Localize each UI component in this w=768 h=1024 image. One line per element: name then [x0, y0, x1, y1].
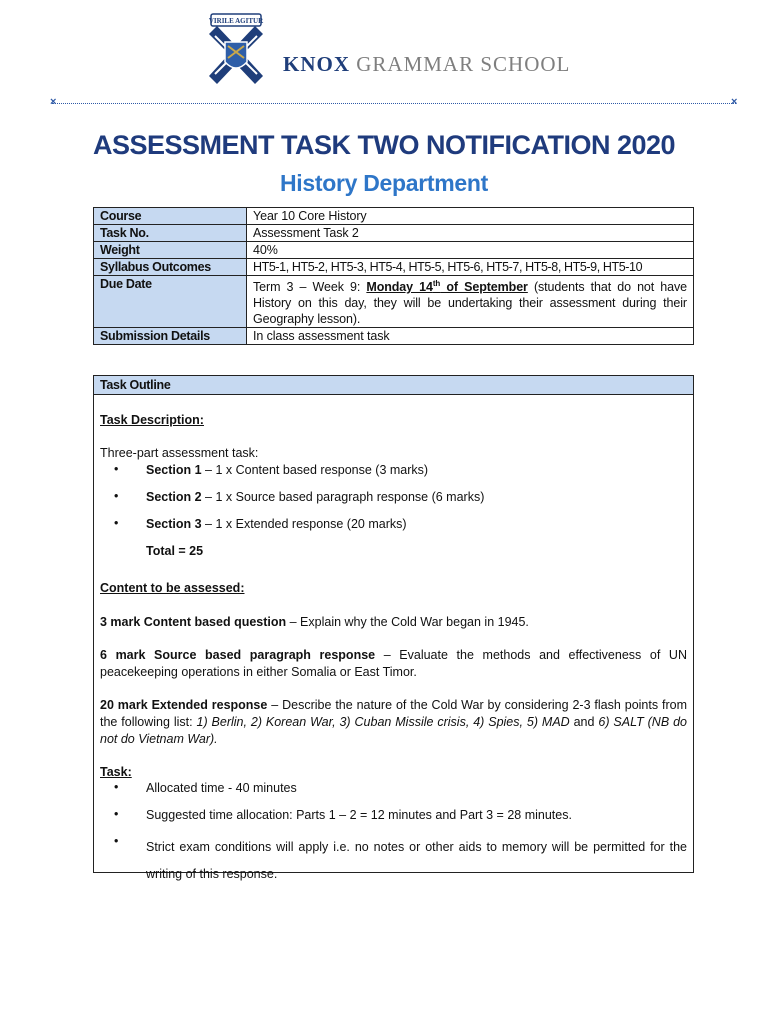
due-day-suffix: th	[432, 279, 441, 288]
section-1-label: Section 1	[146, 463, 202, 477]
question-20-label: 20 mark Extended response	[100, 698, 268, 712]
page-subtitle: History Department	[279, 170, 489, 196]
table-row	[94, 225, 694, 242]
question-20-last: 6) SALT (NB do not do Vietnam War).	[100, 715, 687, 746]
page-title: ASSESSMENT TASK TWO NOTIFICATION 2020	[92, 130, 676, 160]
weight-value: 40%	[247, 242, 694, 259]
task-heading: Task:	[100, 765, 132, 779]
section-2-text: – 1 x Source based paragraph response (6 marks)	[201, 490, 485, 504]
question-3-text: – Explain why the Cold War began in 1945.	[286, 615, 529, 629]
task-label: Task No.	[94, 225, 247, 242]
question-3-mark	[100, 614, 687, 631]
section-2-item	[146, 489, 687, 506]
bullet-icon: •	[114, 516, 119, 530]
table-row	[94, 328, 694, 345]
question-6-label: 6 mark Source based paragraph response	[100, 648, 376, 662]
submission-value: In class assessment task	[247, 328, 694, 345]
due-day-text: Monday 14	[366, 280, 433, 295]
school-name-rest: GRAMMAR SCHOOL	[356, 52, 571, 76]
outcomes-value: HT5-1, HT5-2, HT5-3, HT5-4, HT5-5, HT5-6, HT5-7, HT5-8, HT5-9, HT5-10	[247, 259, 694, 276]
question-20-list: 1) Berlin, 2) Korean War, 3) Cuban Missile crisis, 4) Spies, 5) MAD	[196, 715, 570, 729]
section-2-label: Section 2	[146, 490, 202, 504]
question-6-text: – Evaluate the methods and effectiveness of UN peacekeeping operations in either Somalia or East Timor.	[100, 648, 687, 679]
due-label: Due Date	[94, 276, 247, 328]
task-outline-box	[93, 375, 694, 881]
bullet-icon: •	[114, 780, 119, 794]
section-3-label: Section 3	[146, 517, 202, 531]
bullet-icon: •	[114, 834, 119, 848]
table-row	[94, 208, 694, 225]
motto-text: VIRILE AGITUR	[208, 17, 264, 25]
table-row	[94, 259, 694, 276]
school-header	[195, 10, 585, 94]
question-3-label: 3 mark Content based question	[100, 615, 287, 629]
due-prefix: Term 3 – Week 9:	[253, 280, 367, 295]
school-name	[283, 52, 570, 77]
task-outline-heading: Task Outline	[94, 376, 693, 395]
due-note: (students that do not have History on this day, they will be undertaking their assessment during their Geography lesson).	[253, 280, 688, 327]
task-item-time: Allocated time - 40 minutes	[146, 781, 297, 795]
submission-label: Submission Details	[94, 328, 247, 345]
course-label: Course	[94, 208, 247, 225]
section-1-item	[146, 462, 687, 479]
course-value: Year 10 Core History	[247, 208, 694, 225]
table-row	[94, 276, 694, 328]
task-intro: Three-part assessment task:	[100, 446, 259, 460]
question-20-text: – Describe the nature of the Cold War by considering 2-3 flash points from the following list:	[100, 698, 687, 729]
table-row	[94, 242, 694, 259]
task-description-heading: Task Description:	[100, 413, 204, 427]
question-20-mark	[100, 697, 687, 748]
bullet-icon: •	[114, 807, 119, 821]
school-crest-icon	[201, 12, 271, 92]
bullet-icon: •	[114, 489, 119, 503]
content-heading: Content to be assessed:	[100, 581, 245, 595]
bullet-icon: •	[114, 462, 119, 476]
due-month: of September	[440, 280, 528, 295]
school-name-bold: KNOX	[283, 52, 350, 76]
question-6-mark	[100, 647, 687, 681]
task-value: Assessment Task 2	[247, 225, 694, 242]
task-item-conditions: Strict exam conditions will apply i.e. no notes or other aids to memory will be permitted for the writing of this response.	[146, 840, 687, 881]
divider-end-icon: ×	[50, 96, 57, 108]
section-3-text: – 1 x Extended response (20 marks)	[201, 517, 407, 531]
total-marks: Total = 25	[146, 544, 204, 558]
header-divider	[52, 103, 736, 106]
weight-label: Weight	[94, 242, 247, 259]
due-day	[366, 280, 527, 294]
outcomes-label: Syllabus Outcomes	[94, 259, 247, 276]
task-item-allocation: Suggested time allocation: Parts 1 – 2 = 12 minutes and Part 3 = 28 minutes.	[146, 808, 572, 822]
section-1-text: – 1 x Content based response (3 marks)	[201, 463, 429, 477]
divider-end-icon: ×	[731, 96, 738, 108]
assessment-info-table	[93, 207, 694, 345]
due-value	[247, 276, 694, 328]
section-3-item	[146, 516, 687, 533]
question-20-and: and	[569, 715, 599, 729]
